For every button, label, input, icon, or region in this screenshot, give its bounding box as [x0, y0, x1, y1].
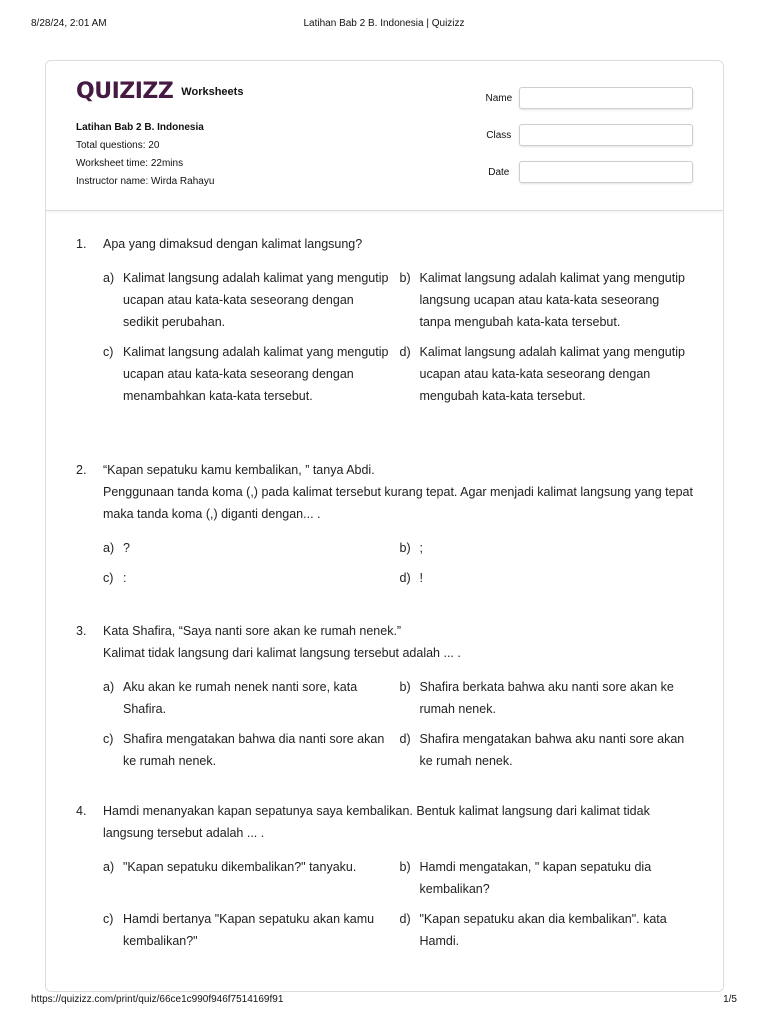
option-d: [400, 728, 697, 772]
option-b: [400, 856, 697, 900]
question-number: 4.: [76, 804, 87, 818]
option-text: Aku akan ke rumah nenek nanti sore, kata Shafira.: [123, 680, 358, 716]
question-text: Hamdi menanyakan kapan sepatunya saya kembalikan. Bentuk kalimat langsung dari kalimat tidak langsung tersebut adalah ... .: [103, 804, 650, 840]
option-label: c): [103, 571, 114, 585]
question-text: Kata Shafira, “Saya nanti sore akan ke rumah nenek.” Kalimat tidak langsung dari kalimat langsung tersebut adalah ... .: [103, 624, 461, 660]
option-text: Kalimat langsung adalah kalimat yang mengutip ucapan atau kata-kata seseorang dengan sedikit perubahan.: [123, 271, 389, 329]
class-field-row: [479, 124, 693, 146]
print-header: [0, 0, 768, 40]
worksheet-meta: [76, 119, 214, 191]
question-text: “Kapan sepatuku kamu kembalikan, ” tanya Abdi. Penggunaan tanda koma (,) pada kalimat tersebut kurang tepat. Agar menjadi kalimat langsung yang tepat maka tanda koma (,) diganti dengan... .: [103, 463, 693, 521]
option-text: "Kapan sepatuku akan dia kembalikan". kata Hamdi.: [419, 912, 667, 948]
print-datetime: 8/28/24, 2:01 AM: [31, 18, 107, 29]
question-1: [76, 233, 696, 415]
option-text: !: [419, 571, 423, 585]
brand-section: Worksheets: [181, 86, 244, 98]
brand-name: QUIZIZZ: [76, 79, 174, 104]
option-label: c): [103, 732, 114, 746]
option-label: a): [103, 271, 115, 285]
quizizz-logo: [76, 79, 243, 104]
option-d: [400, 567, 697, 589]
option-label: b): [399, 271, 411, 285]
option-label: c): [103, 912, 114, 926]
question-3: [76, 620, 696, 780]
name-input[interactable]: [519, 87, 693, 109]
option-label: a): [103, 860, 115, 874]
print-footer: [0, 994, 768, 1024]
option-text: Hamdi bertanya "Kapan sepatuku akan kamu kembalikan?": [123, 912, 375, 948]
option-b: [400, 537, 697, 559]
question-2: [76, 459, 696, 597]
date-field-row: [479, 161, 693, 183]
option-text: Hamdi mengatakan, " kapan sepatuku dia kembalikan?: [419, 860, 652, 896]
option-label: c): [103, 345, 114, 359]
option-text: Shafira mengatakan bahwa aku nanti sore akan ke rumah nenek.: [419, 732, 685, 768]
option-label: b): [399, 860, 411, 874]
option-a: [103, 856, 400, 900]
worksheet-title: Latihan Bab 2 B. Indonesia: [76, 122, 204, 133]
option-c: [103, 908, 400, 952]
option-d: [400, 908, 697, 952]
option-label: b): [399, 680, 411, 694]
option-text: Kalimat langsung adalah kalimat yang mengutip ucapan atau kata-kata seseorang dengan menambahkan kata-kata tersebut.: [123, 345, 389, 403]
question-text: Apa yang dimaksud dengan kalimat langsung?: [103, 237, 363, 251]
date-input[interactable]: [519, 161, 693, 183]
option-a: [103, 537, 400, 559]
option-label: d): [399, 912, 411, 926]
question-number: 2.: [76, 463, 87, 477]
question-number: 3.: [76, 624, 87, 638]
print-page-title: Latihan Bab 2 B. Indonesia | Quizizz: [303, 18, 465, 29]
option-b: [400, 267, 697, 333]
name-field-row: [479, 87, 693, 109]
instructor-name: Instructor name: Wirda Rahayu: [76, 176, 215, 187]
option-c: [103, 567, 400, 589]
total-questions: Total questions: 20: [76, 140, 160, 151]
option-label: d): [399, 571, 411, 585]
option-text: Kalimat langsung adalah kalimat yang mengutip langsung ucapan atau kata-kata seseorang tanpa mengubah kata-kata tersebut.: [419, 271, 685, 329]
option-text: ?: [123, 541, 130, 555]
name-label: Name: [485, 92, 513, 104]
option-label: a): [103, 680, 115, 694]
option-a: [103, 267, 400, 333]
option-text: "Kapan sepatuku dikembalikan?" tanyaku.: [123, 860, 357, 874]
option-label: b): [399, 541, 411, 555]
worksheet-card: [45, 60, 724, 992]
page-number: 1/5: [723, 994, 737, 1005]
option-list: [103, 856, 696, 960]
option-c: [103, 341, 400, 407]
print-url: https://quizizz.com/print/quiz/66ce1c990f946f7514169f91: [31, 994, 284, 1005]
student-fields: [479, 87, 693, 198]
class-input[interactable]: [519, 124, 693, 146]
question-4: [76, 800, 696, 960]
option-label: d): [399, 345, 411, 359]
option-text: Kalimat langsung adalah kalimat yang mengutip ucapan atau kata-kata seseorang dengan mengubah kata-kata tersebut.: [419, 345, 685, 403]
option-text: Shafira mengatakan bahwa dia nanti sore akan ke rumah nenek.: [123, 732, 385, 768]
worksheet-time: Worksheet time: 22mins: [76, 158, 184, 169]
class-label: Class: [486, 129, 512, 141]
option-text: Shafira berkata bahwa aku nanti sore akan ke rumah nenek.: [419, 680, 674, 716]
option-label: d): [399, 732, 411, 746]
worksheet-header: [46, 61, 723, 211]
option-list: [103, 537, 696, 597]
option-text: :: [123, 571, 127, 585]
option-a: [103, 676, 400, 720]
option-list: [103, 676, 696, 780]
question-number: 1.: [76, 237, 87, 251]
option-d: [400, 341, 697, 407]
date-label: Date: [488, 166, 510, 178]
option-b: [400, 676, 697, 720]
option-label: a): [103, 541, 115, 555]
option-text: ;: [419, 541, 423, 555]
option-c: [103, 728, 400, 772]
option-list: [103, 267, 696, 415]
